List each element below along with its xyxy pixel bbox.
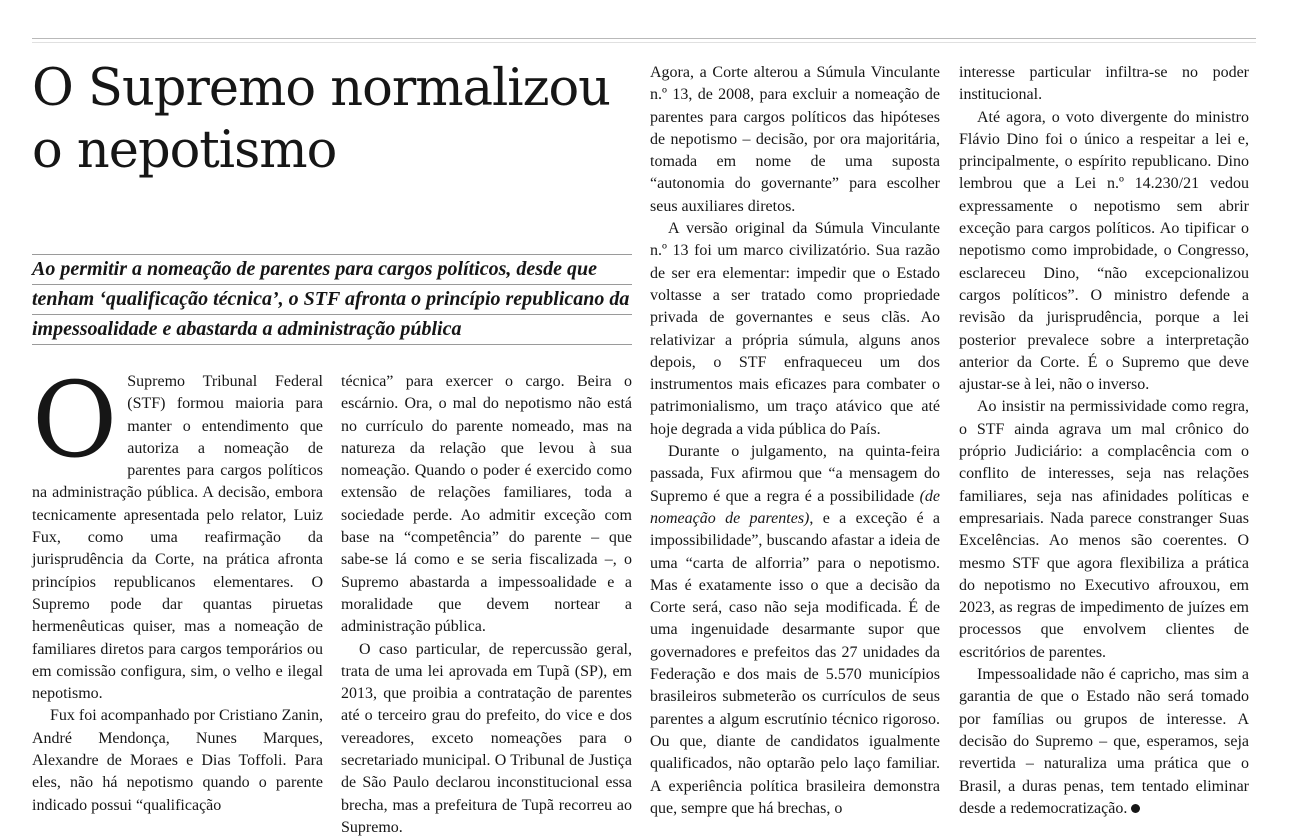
paragraph-text: , e a exceção é a impossibilidade”, buscando afastar a ideia de uma “carta de alforria” para o nepotismo. Mas é exatamente isso o que a decisão da Corte será, caso não seja modificada. É de uma ingenuidade desarmante supor que governadores e prefeitos das 27 unidades da Federação e dos mais de 5.570 municípios brasileiros submeterão os currículos de seus parentes a algum escrutínio técnico rigoroso. Ou que, diante de candidatos igualmente qualificados, não optarão pelo laço familiar. A experiência política brasileira demonstra que, sempre que há brechas, o: [650, 509, 940, 817]
end-mark-icon: [1131, 804, 1140, 813]
paragraph: O caso particular, de repercussão geral, trata de uma lei aprovada em Tupã (SP), em 2013, que proibia a contratação de parentes até o terceiro grau do prefeito, do vice e dos vereadores, exceto nomeações para o secretariado municipal. O Tribunal de Justiça de São Paulo declarou inconstitucional essa brecha, mas a prefeitura de Tupã recorreu ao Supremo.: [341, 640, 632, 836]
parenthetical-italic: (de nomeação de parentes): [650, 487, 941, 527]
paragraph-text: Durante o julgamento, na quinta-feira passada, Fux afirmou que “a mensagem do Supremo é que a regra é a possibilidade: [650, 443, 940, 505]
paragraph: Agora, a Corte alterou a Súmula Vinculante n.º 13, de 2008, para excluir a nomeação de parentes para cargos políticos das hipóteses de nepotismo – decisão, por ora majoritária, tomada em nome de uma suposta “autonomia do governante” para escolher seus auxiliares diretos.: [650, 64, 940, 215]
paragraph: Ao insistir na permissividade como regra, o STF ainda agrava um mal crônico do próprio Judiciário: a complacência com o conflito de interesses, seja nas relações familiares, seja nas afinidades políticas e empresariais. Nada parece constranger Suas Excelências. Ao menos são coerentes. O mesmo STF que agora flexibiliza a prática do nepotismo no Executivo afrouxou, em 2023, as regras de impedimento de juízes em processos que envolvem clientes de escritórios de parentes.: [959, 398, 1249, 661]
paragraph-text: Impessoalidade não é capricho, mas sim a garantia de que o Estado não será tomado por famílias ou grupos de interesse. A decisão do Supremo – que, esperamos, seja revertida – naturaliza uma prática que o Brasil, a duras penas, tem tentado eliminar desde a redemocratização.: [959, 666, 1249, 817]
paragraph: interesse particular infiltra-se no poder institucional.: [959, 64, 1249, 104]
paragraph: [32, 359, 323, 705]
drop-cap: O: [32, 359, 118, 481]
deck-rule: [32, 344, 632, 345]
paragraph: A versão original da Súmula Vinculante n.º 13 foi um marco civilizatório. Sua razão de ser era elementar: impedir que o Estado voltasse a ser tratado como propriedade privada de governantes e seus clãs. Ao relativizar a própria súmula, alguns anos depois, o STF enfraqueceu um dos instrumentos mais eficazes para combater o patrimonialismo, um traço atávico que até hoje degrada a vida pública do País.: [650, 220, 940, 438]
column-4: [959, 62, 1249, 820]
deck: Ao permitir a nomeação de parentes para cargos políticos, desde que tenham ‘qualificação técnica’, o STF afronta o princípio republicano da impessoalidade e abastarda a administração pública: [32, 258, 630, 340]
paragraph: técnica” para exercer o cargo. Beira o escárnio. Ora, o mal do nepotismo não está no currículo do parente nomeado, mas na natureza da relação que levou à sua nomeação. Quando o poder é exercido como extensão de relações familiares, toda a sociedade perde. Ao admitir exceção com base na “competência” do parente – que sabe-se lá como e se seria fiscalizada –, o Supremo abastarda a impessoalidade e a moralidade que devem nortear a administração pública.: [341, 373, 632, 636]
paragraph: Fux foi acompanhado por Cristiano Zanin, André Mendonça, Nunes Marques, Alexandre de Moraes e Dias Toffoli. Para eles, não há nepotismo quando o parente indicado possui “qualificação: [32, 707, 323, 814]
paragraph: [959, 664, 1249, 820]
paragraph-text: Supremo Tribunal Federal (STF) formou maioria para manter o entendimento que autoriza a nomeação de parentes para cargos políticos na administração pública. A decisão, embora tecnicamente apresentada pelo relator, Luiz Fux, como uma reafirmação da jurisprudência da Corte, na prática afronta princípios republicanos elementares. O Supremo pode dar quantas piruetas hermenêuticas quiser, mas a nomeação de familiares diretos para cargos temporários ou em comissão configura, sim, o velho e ilegal nepotismo.: [32, 373, 323, 703]
paragraph: Até agora, o voto divergente do ministro Flávio Dino foi o único a respeitar a lei e, principalmente, o espírito republicano. Dino lembrou que a Lei n.º 14.230/21 vedou expressamente o nepotismo sem abrir exceção para cargos políticos. Ao tipificar o nepotismo como improbidade, o Congresso, esclareceu Dino, “não excepcionalizou cargos políticos”. O ministro defende a revisão da jurisprudência, porque a lei posterior prevalece sobre a interpretação anterior da Corte. É o Supremo que deve ajustar-se à lei, não o inverso.: [959, 108, 1249, 394]
top-rule-secondary: [32, 42, 1256, 43]
column-3: [650, 62, 940, 820]
column-1: [32, 359, 323, 817]
column-2: [341, 371, 632, 839]
paragraph: [650, 441, 940, 820]
top-rule: [32, 38, 1256, 39]
headline: O Supremo normalizou o nepotismo: [32, 59, 611, 180]
